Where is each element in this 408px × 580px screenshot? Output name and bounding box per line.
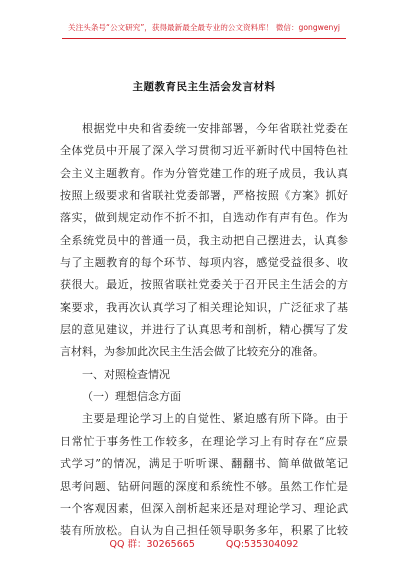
document-title: 主题教育民主生活会发言材料 xyxy=(132,81,276,93)
paragraph-theory xyxy=(60,408,348,542)
text-line: 获很大。最近，按照省联社党委关于召开民主生活会的方 xyxy=(60,278,348,292)
text-line: 根据党中央和省委统一安排部署，今年省联社党委在 xyxy=(82,122,348,135)
text-line: 层的意见建议，并进行了认真思考和剖析，精心撰写了发 xyxy=(60,323,348,337)
text-line: 一个客观因素，但深入剖析起来还是对理论学习、理论武 xyxy=(60,501,348,515)
header-divider xyxy=(62,38,346,39)
text-line: 日常忙于事务性工作较多，在理论学习上有时存在“应景 xyxy=(60,434,348,448)
text-line: 按照上级要求和省联社党委部署，严格按照《方案》抓好 xyxy=(60,189,348,203)
text-line: 主要是理论学习上的自觉性、紧迫感有所下降。由于 xyxy=(82,412,348,426)
footer-qq-group: QQ 群：30265665 xyxy=(109,539,195,550)
footer-qq: QQ:535304092 xyxy=(225,539,299,550)
text-line: 案要求，我再次认真学习了相关理论知识，广泛征求了基 xyxy=(60,300,348,314)
text-line: 思考问题、钻研问题的深度和系统性不够。虽然工作忙是 xyxy=(60,479,348,493)
text-line: 与了主题教育的每个环节、每项内容，感觉受益很多、收 xyxy=(60,256,348,270)
text-line: 式学习”的情况，满足于听听课、翻翻书、简单做做笔记 xyxy=(60,457,348,471)
text-line: 装有所放松。自认为自己担任领导职务多年，积累了比较 xyxy=(60,524,348,538)
subsection-heading: （一）理想信念方面 xyxy=(82,390,181,404)
text-line: 全体党员中开展了深入学习贯彻习近平新时代中国特色社 xyxy=(60,144,348,158)
footer-contact xyxy=(0,536,408,550)
paragraph-intro xyxy=(60,118,348,364)
text-line: 落实，做到规定动作不折不扣，自选动作有声有色。作为 xyxy=(60,211,348,225)
section-heading: 一、对照检查情况 xyxy=(82,367,170,381)
header-banner: 关注头条号“公文研究”，获得最新最全最专业的公文资料库！ 微信：gongwenyj xyxy=(68,23,340,32)
text-line: 全系统党员中的普通一员，我主动把自己摆进去，认真参 xyxy=(60,233,348,247)
document-body xyxy=(60,118,348,543)
text-line: 会主义主题教育。作为分管党建工作的班子成员，我认真 xyxy=(60,166,348,180)
text-line: 言材料，为参加此次民主生活会做了比较充分的准备。 xyxy=(60,345,324,359)
